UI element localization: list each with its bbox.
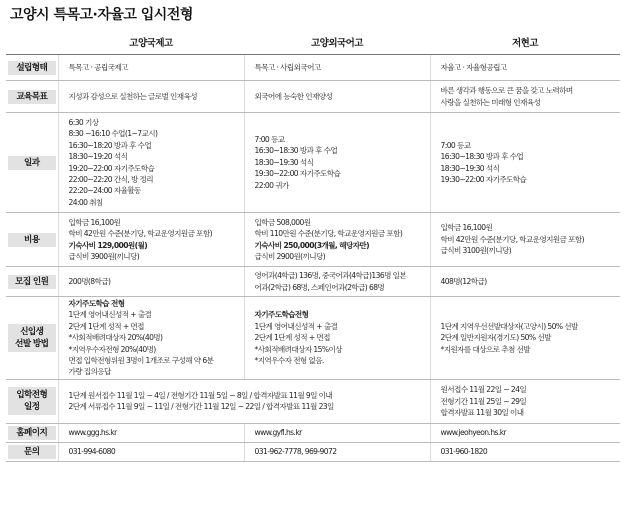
row-label-text: 교육목표 [8,90,56,104]
table-cell [244,113,430,213]
page-title: 고양시 특목고·자율고 입시전형 [10,7,193,23]
cell-line: 200명(8학급) [68,276,111,286]
cell-line: 2단계 일반지원자(경기도) 50% 선발 [440,333,551,343]
cell-line: 22:20~24:00 자율활동 [68,186,141,196]
cell-line: *사회적배려대상자 15%이상 [254,344,342,354]
cell-line: 1단계 영어내신성적 + 출결 [68,310,152,320]
row-label [6,55,58,81]
cell-line: 18:30~19:30 석식 [440,163,500,173]
table-row [6,442,620,461]
cell-line: 입학금 508,000원 [254,217,311,227]
row-label-text: 비용 [8,233,56,247]
cell-line: 7:00 등교 [440,140,471,150]
row-label [6,213,58,267]
cell-line: 전형기간 11월 25일 ~ 29일 [440,396,527,406]
cell-line: 19:20~22:00 자기주도학습 [68,163,155,173]
table-cell [430,213,620,267]
cell-line: 2단계 1단계 성적 + 면접 [254,333,330,343]
cell-line: 16:30~18:30 방과 후 수업 [254,146,338,156]
table-cell [430,267,620,297]
cell-line: 22:00 귀가 [254,180,289,190]
header-goyang-foreign-language: 고양외국어고 [244,30,430,55]
cell-line: 급식비 2900원(끼니당) [254,251,326,261]
cell-line: 1단계 영어내신성적 + 출결 [254,321,338,331]
row-label [6,113,58,213]
table-row [6,113,620,213]
cell-line: 408명(12학급) [440,276,487,286]
cell-line: www.gyfl.hs.kr [254,428,302,438]
cell-line: 급식비 3900원(끼니당) [68,251,140,261]
header-row [6,30,620,55]
table-cell [244,213,430,267]
cell-line: 면접 입학전형위원 3명이 1개조로 구성해 약 6분 [68,356,214,366]
table-cell [430,423,620,442]
cell-line: 자기주도학습전형 [254,310,309,320]
row-label-text: 문의 [8,445,56,459]
cell-line: 031-994-6080 [68,447,116,457]
cell-line: 학비 42만원 수준(분기당, 학교운영지원금 포함) [68,229,212,239]
row-label-text: 입학전형 일정 [8,387,56,415]
cell-line: 19:30~22:00 자기주도학습 [254,169,341,179]
cell-line: 기숙사비 129,000원(월) [68,240,148,250]
cell-line: *사회적배려대상자 20%(40명) [68,333,163,343]
row-label [6,379,58,423]
table-row [6,379,620,423]
cell-line: 지성과 감성으로 실천하는 글로벌 인재육성 [68,91,197,101]
cell-line: 사랑을 실천하는 미래형 인재육성 [440,97,541,107]
cell-line: 22:00~22:20 간식, 방 정리 [68,174,153,184]
cell-line: 영어과(4학급) 136명, 중국어과(4학급)136명 일본 [254,271,407,281]
cell-line: *지역우수자 전형 없음. [254,356,324,366]
row-label-text: 모집 인원 [8,275,56,289]
table-cell [58,442,244,461]
table-cell [58,55,244,81]
cell-line: 입학금 16,100원 [440,223,493,233]
cell-line: 1단계 원서접수 11월 1일 ~ 4일 / 전형기간 11월 5일 ~ 8일 / 합격자발표 11월 9일 이내 [68,390,333,400]
cell-line: 7:00 등교 [254,134,285,144]
table-row [6,81,620,113]
cell-line: *지역우수자전형 20%(40명) [68,344,156,354]
cell-line: 자기주도학습 전형 [68,299,125,308]
cell-line: 8:30 ~16:10 수업(1~7교시) [68,129,158,139]
cell-line: 1단계 지역우선선발대상자(고양시) 50% 선발 [440,321,578,331]
row-label-text: 홈페이지 [8,426,56,440]
cell-line: www.ggg.hs.kr [68,428,117,438]
row-label-text: 일과 [8,156,56,170]
cell-line: 입학금 16,100원 [68,217,121,227]
header-jeohyeon: 저현고 [430,30,620,55]
table-cell [430,55,620,81]
cell-line: 24:00 취침 [68,197,103,207]
cell-line: 16:30~18:30 방과 후 수업 [440,152,524,162]
cell-line: www.jeohyeon.hs.kr [440,428,507,438]
table-row [6,213,620,267]
table-row [6,55,620,81]
table-row [6,297,620,380]
cell-line: 특목고 · 사립외국어고 [254,62,321,72]
table-row [6,423,620,442]
header-goyang-international: 고양국제고 [58,30,244,55]
table-cell [430,113,620,213]
table-cell [58,267,244,297]
cell-line: 어과(2학급) 68명, 스페인어과(2학급) 68명 [254,282,385,292]
table-cell [430,442,620,461]
header-corner [6,30,58,55]
table-cell [244,423,430,442]
row-label [6,81,58,113]
table-cell [430,81,620,113]
cell-line: 가량 집의응답 [68,367,111,377]
cell-line: 학비 110만원 수준(분기당, 학교운영지원금 포함) [254,229,403,239]
cell-line: 원서접수 11월 22일 ~ 24일 [440,385,527,395]
admissions-table [6,30,620,462]
row-label [6,297,58,380]
cell-line: 기숙사비 250,000(3개월, 해당자만) [254,240,370,250]
table-row [6,267,620,297]
cell-line: *지원자를 대상으로 추첨 선발 [440,344,530,354]
table-cell [244,297,430,380]
cell-line: 19:30~22:00 자기주도학습 [440,174,527,184]
cell-line: 급식비 3100원(끼니당) [440,246,512,256]
row-label [6,267,58,297]
cell-line: 특목고 · 공립국제고 [68,62,128,72]
table-cell [244,442,430,461]
table-body [6,55,620,462]
row-label-text: 신입생 선발 방법 [8,324,56,352]
cell-line: 바른 생각과 행동으로 큰 꿈을 갖고 노력하며 [440,86,573,96]
row-label [6,423,58,442]
cell-line: 6:30 기상 [68,117,99,127]
cell-line: 학비 42만원 수준(분기당, 학교운영지원금 포함) [440,234,584,244]
cell-line: 16:30~18:20 방과 후 수업 [68,140,152,150]
table-cell [58,379,430,423]
cell-line: 031-962-7778, 969-9072 [254,447,337,457]
table-cell [244,267,430,297]
cell-line: 2단계 서류접수 11월 9일 ~ 11일 / 전형기간 11월 12일 ~ 22일 / 합격자발표 11월 23일 [68,402,334,412]
cell-line: 031-960-1820 [440,447,488,457]
row-label-text: 설립형태 [8,61,56,75]
table-cell [430,379,620,423]
row-label [6,442,58,461]
table-cell [244,81,430,113]
cell-line: 합격자발표 11월 30일 이내 [440,408,524,418]
table-cell [58,213,244,267]
cell-line: 18:30~19:20 석식 [68,152,128,162]
table-cell [58,81,244,113]
table-cell [58,423,244,442]
table-cell [430,297,620,380]
cell-line: 외국어에 능숙한 인재양성 [254,91,333,101]
cell-line: 자율고 · 자율형공립고 [440,62,507,72]
table-cell [58,297,244,380]
cell-line: 18:30~19:30 석식 [254,157,314,167]
cell-line: 2단계 1단계 성적 + 면접 [68,321,144,331]
table-cell [244,55,430,81]
table-cell [58,113,244,213]
